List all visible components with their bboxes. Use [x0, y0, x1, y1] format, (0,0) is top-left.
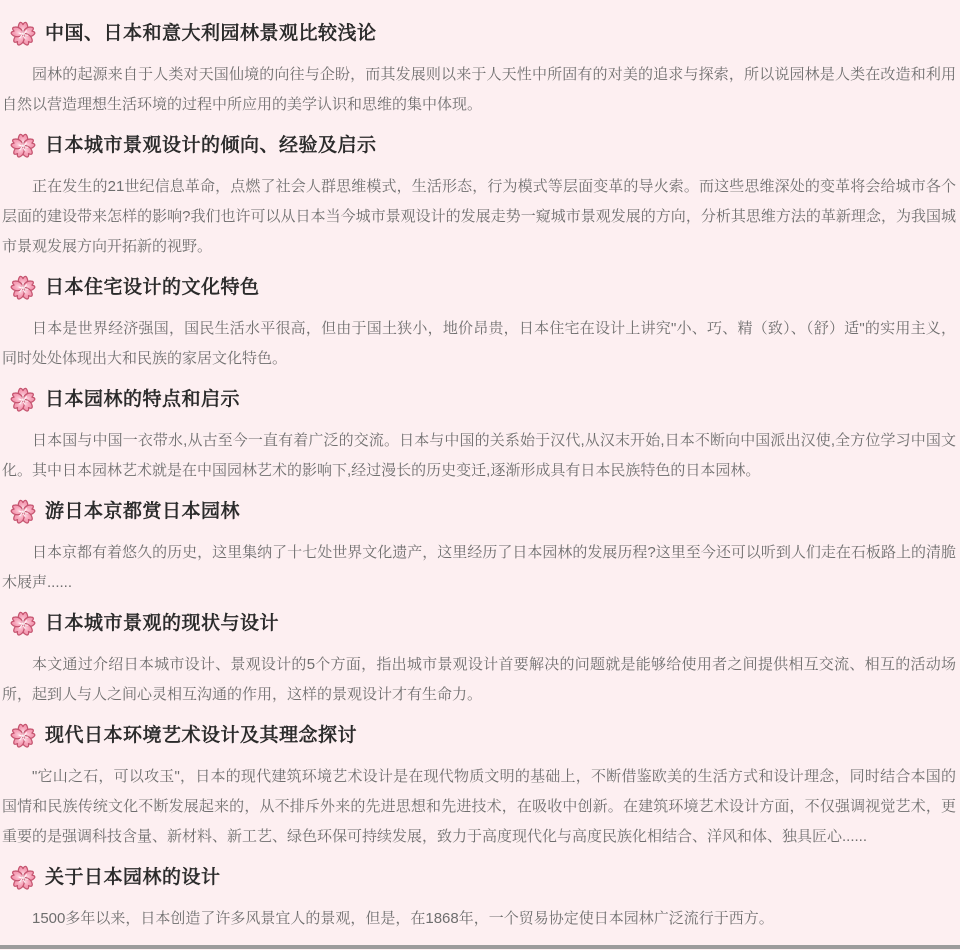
article-item [0, 609, 960, 710]
sakura-flower-icon [8, 721, 38, 751]
bottom-divider [0, 945, 960, 949]
article-summary: 日本京都有着悠久的历史，这里集纳了十七处世界文化遗产，这里经历了日本园林的发展历程?这里至今还可以听到人们走在石板路上的清脆木屐声...... [2, 544, 956, 591]
sakura-flower-icon [8, 609, 38, 639]
article-title-link[interactable]: 现代日本环境艺术设计及其理念探讨 [45, 725, 358, 746]
article-title-row [0, 19, 960, 49]
article-title-row [0, 273, 960, 303]
article-item [0, 385, 960, 486]
article-title-link[interactable]: 游日本京都赏日本园林 [45, 501, 241, 522]
article-title-row [0, 863, 960, 893]
article-item [0, 19, 960, 120]
article-summary: "它山之石，可以攻玉"，日本的现代建筑环境艺术设计是在现代物质文明的基础上，不断借鉴欧美的生活方式和设计理念，同时结合本国的国情和民族传统文化不断发展起来的，从不排斥外来的先进思想和先进技术，在吸收中创新。在建筑环境艺术设计方面，不仅强调视觉艺术，更重要的是强调科技含量、新材料、新工艺、绿色环保可持续发展，致力于高度现代化与高度民族化相结合、洋风和体、独具匠心...... [2, 768, 956, 845]
article-item [0, 863, 960, 934]
article-summary: 正在发生的21世纪信息革命，点燃了社会人群思维模式，生活形态，行为模式等层面变革的导火索。而这些思维深处的变革将会给城市各个层面的建设带来怎样的影响?我们也许可以从日本当今城市景观设计的发展走势一窥城市景观发展的方向，分析其思维方法的革新理念，为我国城市景观发展方向开拓新的视野。 [2, 178, 956, 255]
article-title-link[interactable]: 关于日本园林的设计 [45, 867, 221, 888]
article-item [0, 131, 960, 262]
sakura-flower-icon [8, 385, 38, 415]
article-summary: 日本国与中国一衣带水,从古至今一直有着广泛的交流。日本与中国的关系始于汉代,从汉末开始,日本不断向中国派出汉使,全方位学习中国文化。其中日本园林艺术就是在中国园林艺术的影响下,经过漫长的历史变迁,逐渐形成具有日本民族特色的日本园林。 [2, 432, 956, 479]
article-summary: 本文通过介绍日本城市设计、景观设计的5个方面，指出城市景观设计首要解决的问题就是能够给使用者之间提供相互交流、相互的活动场所，起到人与人之间心灵相互沟通的作用，这样的景观设计才有生命力。 [2, 656, 956, 703]
article-title-link[interactable]: 日本城市景观设计的倾向、经验及启示 [45, 135, 377, 156]
article-title-row [0, 721, 960, 751]
sakura-flower-icon [8, 863, 38, 893]
sakura-flower-icon [8, 497, 38, 527]
article-summary: 1500多年以来，日本创造了许多风景宜人的景观，但是，在1868年，一个贸易协定使日本园林广泛流行于西方。 [32, 910, 774, 927]
article-item [0, 497, 960, 598]
article-title-row [0, 497, 960, 527]
article-summary: 日本是世界经济强国，国民生活水平很高，但由于国土狭小，地价昂贵，日本住宅在设计上讲究"小、巧、精（致）、（舒）适"的实用主义，同时处处体现出大和民族的家居文化特色。 [2, 320, 956, 367]
article-item [0, 273, 960, 374]
article-item [0, 721, 960, 852]
article-title-link[interactable]: 日本城市景观的现状与设计 [45, 613, 280, 634]
article-summary: 园林的起源来自于人类对天国仙境的向往与企盼，而其发展则以来于人天性中所固有的对美的追求与探索，所以说园林是人类在改造和利用自然以营造理想生活环境的过程中所应用的美学认识和思维的集中体现。 [2, 66, 956, 113]
article-title-link[interactable]: 中国、日本和意大利园林景观比较浅论 [45, 23, 377, 44]
sakura-flower-icon [8, 19, 38, 49]
article-title-row [0, 385, 960, 415]
article-title-link[interactable]: 日本园林的特点和启示 [45, 389, 241, 410]
article-title-row [0, 131, 960, 161]
article-title-row [0, 609, 960, 639]
sakura-flower-icon [8, 273, 38, 303]
sakura-flower-icon [8, 131, 38, 161]
article-title-link[interactable]: 日本住宅设计的文化特色 [45, 277, 260, 298]
